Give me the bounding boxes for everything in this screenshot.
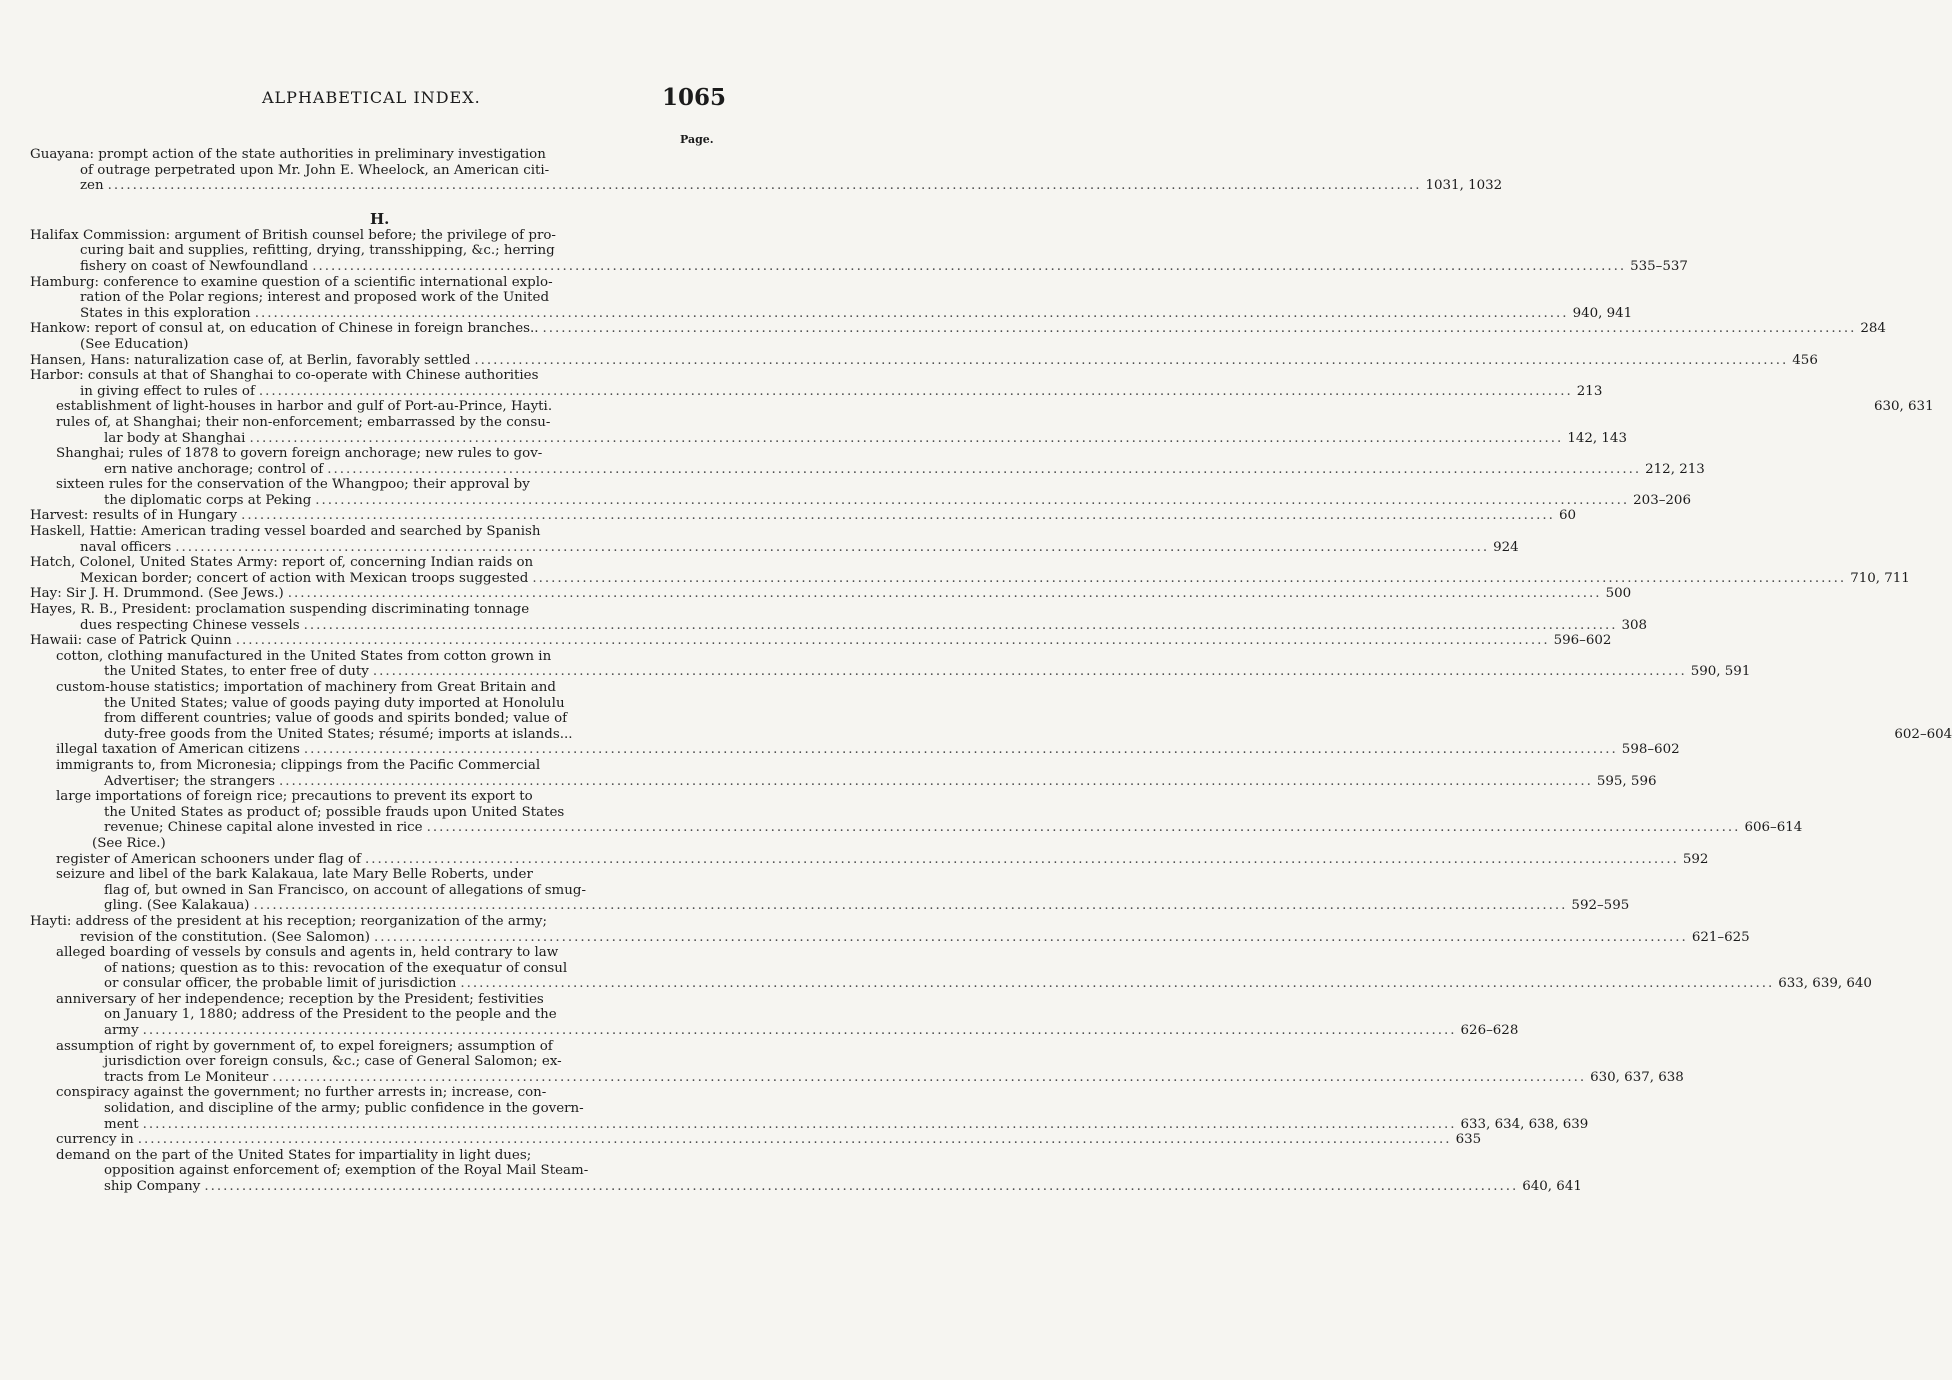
entry-text: curing bait and supplies, refitting, drying, transshipping, &c.; herring bbox=[80, 243, 555, 259]
dot-leader bbox=[279, 774, 1593, 789]
entry-text: fishery on coast of Newfoundland bbox=[80, 258, 309, 274]
entry-text: revision of the constitution. (See Salomon) bbox=[80, 929, 370, 945]
entry-text: Haskell, Hattie: American trading vessel boarded and searched by Spanish bbox=[30, 524, 541, 540]
index-entry bbox=[30, 1147, 1582, 1195]
dot-leader bbox=[255, 306, 1569, 321]
dot-leader bbox=[312, 259, 1626, 274]
entry-text: on January 1, 1880; address of the President to the people and the bbox=[104, 1007, 557, 1023]
entry-text: Guayana: prompt action of the state authorities in preliminary investigation bbox=[30, 147, 546, 162]
entry-text: (See Rice.) bbox=[92, 835, 166, 851]
dot-leader bbox=[304, 742, 1618, 757]
entry-page-ref: 940, 941 bbox=[1572, 305, 1633, 321]
entry-page-ref: 142, 143 bbox=[1567, 430, 1627, 446]
running-header-title: ALPHABETICAL INDEX. bbox=[262, 88, 481, 107]
index-entry bbox=[30, 836, 720, 852]
dot-leader bbox=[373, 664, 1687, 679]
entry-text: from different countries; value of goods and spirits bonded; value of bbox=[104, 711, 568, 727]
dot-leader bbox=[427, 820, 1741, 835]
dot-leader bbox=[204, 1179, 1518, 1194]
index-entry bbox=[30, 602, 1648, 633]
index-entry bbox=[30, 867, 1630, 914]
entry-text: in giving effect to rules of bbox=[80, 383, 255, 399]
dot-leader bbox=[304, 618, 1618, 633]
entry-text: large importations of foreign rice; precautions to prevent its export to bbox=[56, 789, 533, 805]
entry-text: Halifax Commission: argument of British counsel before; the privilege of pro- bbox=[30, 227, 556, 243]
index-entry bbox=[30, 633, 1612, 649]
index-entry bbox=[30, 321, 1886, 352]
entry-page-ref: 635 bbox=[1455, 1132, 1482, 1148]
page-column-label: Page. bbox=[680, 133, 714, 146]
entry-text: register of American schooners under flag of bbox=[56, 851, 361, 867]
entry-text: Hamburg: conference to examine question of a scientific international explo- bbox=[30, 274, 553, 290]
entry-text: lar body at Shanghai bbox=[104, 430, 246, 446]
entry-page-ref: 621–625 bbox=[1691, 929, 1750, 945]
dot-leader bbox=[241, 508, 1555, 523]
index-entry bbox=[30, 399, 1934, 415]
entry-text: States in this exploration bbox=[80, 305, 251, 321]
entry-text: (See Education) bbox=[80, 336, 189, 352]
index-entry bbox=[30, 227, 1688, 275]
index-entry bbox=[30, 352, 1818, 369]
entry-text: Hansen, Hans: naturalization case of, at Berlin, favorably settled bbox=[30, 352, 471, 368]
entry-page-ref: 602–604 bbox=[1894, 726, 1952, 742]
entry-text: Mexican border; concert of action with Mexican troops suggested bbox=[80, 570, 529, 586]
index-entry bbox=[30, 274, 1633, 322]
entry-page-ref: 500 bbox=[1605, 586, 1632, 602]
entry-text: Hayes, R. B., President: proclamation suspending discriminating tonnage bbox=[30, 602, 530, 618]
dot-leader bbox=[249, 431, 1563, 446]
entry-text: the United States as product of; possible frauds upon United States bbox=[104, 804, 565, 820]
entry-text: Hawaii: case of Patrick Quinn bbox=[30, 633, 232, 649]
index-entry bbox=[30, 991, 1519, 1039]
entry-page-ref: 630, 637, 638 bbox=[1590, 1069, 1684, 1085]
dot-leader bbox=[143, 1023, 1457, 1038]
entry-text: Harbor: consuls at that of Shanghai to co-operate with Chinese authorities bbox=[30, 368, 539, 384]
entry-text: flag of, but owned in San Francisco, on account of allegations of smug- bbox=[104, 882, 586, 898]
index-entries bbox=[30, 147, 1952, 1195]
entry-text: of nations; question as to this: revocation of the exequatur of consul bbox=[104, 960, 568, 976]
entry-text: Hankow: report of consul at, on education of Chinese in foreign branches.. bbox=[30, 321, 539, 337]
entry-text: the United States, to enter free of duty bbox=[104, 664, 369, 680]
entry-text: opposition against enforcement of; exemption of the Royal Mail Steam- bbox=[104, 1163, 589, 1179]
index-entry bbox=[30, 147, 1503, 194]
entry-text: jurisdiction over foreign consuls, &c.; case of General Salomon; ex- bbox=[104, 1054, 562, 1070]
index-entry bbox=[30, 446, 1705, 477]
entry-text: tracts from Le Moniteur bbox=[104, 1069, 269, 1085]
entry-page-ref: 1031, 1032 bbox=[1425, 178, 1503, 194]
entry-text: custom-house statistics; importation of machinery from Great Britain and bbox=[56, 680, 556, 695]
index-entry bbox=[30, 368, 1603, 399]
entry-page-ref: 710, 711 bbox=[1850, 570, 1910, 586]
entry-text: establishment of light-houses in harbor and gulf of Port-au-Prince, Hayti. bbox=[56, 399, 553, 415]
entry-page-ref: 633, 634, 638, 639 bbox=[1460, 1116, 1589, 1132]
entry-page-ref: 598–602 bbox=[1621, 742, 1680, 758]
entry-page-ref: 592 bbox=[1682, 851, 1709, 867]
entry-text: rules of, at Shanghai; their non-enforcement; embarrassed by the consu- bbox=[56, 414, 551, 430]
entry-text: Advertiser; the strangers bbox=[104, 773, 275, 789]
dot-leader bbox=[175, 540, 1489, 555]
entry-text: gling. (See Kalakaua) bbox=[104, 898, 250, 914]
entry-text: sixteen rules for the conservation of the Whangpoo; their approval by bbox=[56, 477, 530, 493]
entry-text: the United States; value of goods paying duty imported at Honolulu bbox=[104, 695, 565, 711]
entry-page-ref: 626–628 bbox=[1460, 1023, 1519, 1039]
dot-leader bbox=[272, 1070, 1586, 1085]
entry-text: immigrants to, from Micronesia; clippings from the Pacific Commercial bbox=[56, 757, 541, 773]
index-entry bbox=[30, 945, 1872, 992]
entry-text: demand on the part of the United States for impartiality in light dues; bbox=[56, 1147, 532, 1163]
entry-text: currency in bbox=[56, 1132, 134, 1148]
entry-text: naval officers bbox=[80, 539, 172, 555]
index-entry bbox=[30, 524, 1519, 555]
dot-leader bbox=[374, 930, 1688, 945]
dot-leader bbox=[460, 976, 1774, 991]
entry-text: anniversary of her independence; reception by the President; festivities bbox=[56, 991, 544, 1007]
index-entry bbox=[30, 648, 1751, 680]
entry-text: or consular officer, the probable limit of jurisdiction bbox=[104, 976, 457, 992]
entry-text: dues respecting Chinese vessels bbox=[80, 617, 300, 633]
entry-text: Hatch, Colonel, United States Army: report of, concerning Indian raids on bbox=[30, 555, 534, 571]
entry-text: seizure and libel of the bark Kalakaua, late Mary Belle Roberts, under bbox=[56, 867, 533, 883]
entry-text: conspiracy against the government; no further arrests in; increase, con- bbox=[56, 1085, 547, 1101]
index-entry bbox=[30, 586, 1632, 602]
index-entry bbox=[30, 913, 1750, 945]
entry-text: revenue; Chinese capital alone invested in rice bbox=[104, 820, 423, 836]
entry-page-ref: 596–602 bbox=[1553, 633, 1612, 649]
dot-leader bbox=[254, 898, 1568, 913]
entry-text: the diplomatic corps at Peking bbox=[104, 492, 312, 508]
dot-leader bbox=[543, 321, 1857, 336]
entry-page-ref: 606–614 bbox=[1744, 820, 1803, 836]
entry-page-ref: 535–537 bbox=[1630, 258, 1688, 274]
index-entry bbox=[30, 555, 1910, 586]
dot-leader bbox=[474, 353, 1788, 368]
entry-text: ment bbox=[104, 1116, 139, 1132]
entry-page-ref: 212, 213 bbox=[1645, 461, 1705, 477]
entry-text: alleged boarding of vessels by consuls and agents in, held contrary to law bbox=[56, 945, 559, 961]
index-entry bbox=[30, 508, 1576, 524]
index-entry bbox=[30, 477, 1691, 508]
dot-leader bbox=[236, 633, 1550, 648]
dot-leader bbox=[327, 462, 1641, 477]
entry-text: Hayti: address of the president at his reception; reorganization of the army; bbox=[30, 913, 547, 929]
index-entry bbox=[30, 414, 1627, 446]
index-entry bbox=[30, 1085, 1589, 1132]
entry-text: illegal taxation of American citizens bbox=[56, 742, 300, 758]
entry-text: ern native anchorage; control of bbox=[104, 461, 324, 477]
dot-leader bbox=[143, 1117, 1457, 1132]
entry-page-ref: 924 bbox=[1493, 539, 1519, 555]
index-entry bbox=[30, 757, 1657, 789]
entry-page-ref: 640, 641 bbox=[1522, 1179, 1582, 1194]
entry-page-ref: 456 bbox=[1792, 352, 1818, 368]
entry-page-ref: 633, 639, 640 bbox=[1778, 976, 1872, 992]
entry-text: ration of the Polar regions; interest and proposed work of the United bbox=[80, 290, 550, 306]
index-entry bbox=[30, 742, 1680, 758]
entry-text: Harvest: results of in Hungary bbox=[30, 508, 238, 524]
entry-page-ref: 308 bbox=[1621, 617, 1648, 633]
dot-leader bbox=[259, 384, 1573, 399]
entry-page-ref: 630, 631 bbox=[1873, 399, 1934, 415]
entry-page-ref: 590, 591 bbox=[1690, 664, 1751, 680]
entry-page-ref: 592–595 bbox=[1571, 898, 1630, 914]
page-number: 1065 bbox=[662, 84, 727, 111]
dot-leader bbox=[138, 1132, 1452, 1147]
entry-text: cotton, clothing manufactured in the United States from cotton grown in bbox=[56, 648, 552, 664]
index-entry bbox=[30, 851, 1709, 868]
entry-text: ship Company bbox=[104, 1179, 201, 1194]
entry-text: assumption of right by government of, to expel foreigners; assumption of bbox=[56, 1038, 553, 1054]
entry-text: solidation, and discipline of the army; public confidence in the govern- bbox=[104, 1101, 584, 1117]
dot-leader bbox=[288, 586, 1602, 601]
dot-leader bbox=[365, 852, 1679, 867]
entry-page-ref: 60 bbox=[1558, 508, 1576, 524]
entry-text: duty-free goods from the United States; résumé; imports at islands... bbox=[104, 726, 573, 742]
entry-text: Hay: Sir J. H. Drummond. (See Jews.) bbox=[30, 586, 284, 602]
dot-leader bbox=[532, 571, 1846, 586]
index-entry bbox=[30, 789, 1803, 836]
entry-text: army bbox=[104, 1023, 139, 1039]
section-letter-heading: H. bbox=[370, 210, 390, 228]
entry-page-ref: 284 bbox=[1860, 321, 1886, 337]
entry-text: zen bbox=[80, 178, 104, 194]
dot-leader bbox=[315, 493, 1629, 508]
entry-text: of outrage perpetrated upon Mr. John E. Wheelock, an American citi- bbox=[80, 162, 550, 178]
dot-leader bbox=[108, 178, 1422, 193]
index-entry bbox=[30, 680, 1952, 742]
entry-page-ref: 595, 596 bbox=[1596, 773, 1657, 789]
index-entry bbox=[30, 1038, 1684, 1086]
entry-text: Shanghai; rules of 1878 to govern foreign anchorage; new rules to gov- bbox=[56, 446, 543, 462]
entry-page-ref: 213 bbox=[1576, 383, 1603, 399]
entry-page-ref: 203–206 bbox=[1633, 492, 1691, 508]
index-entry bbox=[30, 1132, 1482, 1148]
